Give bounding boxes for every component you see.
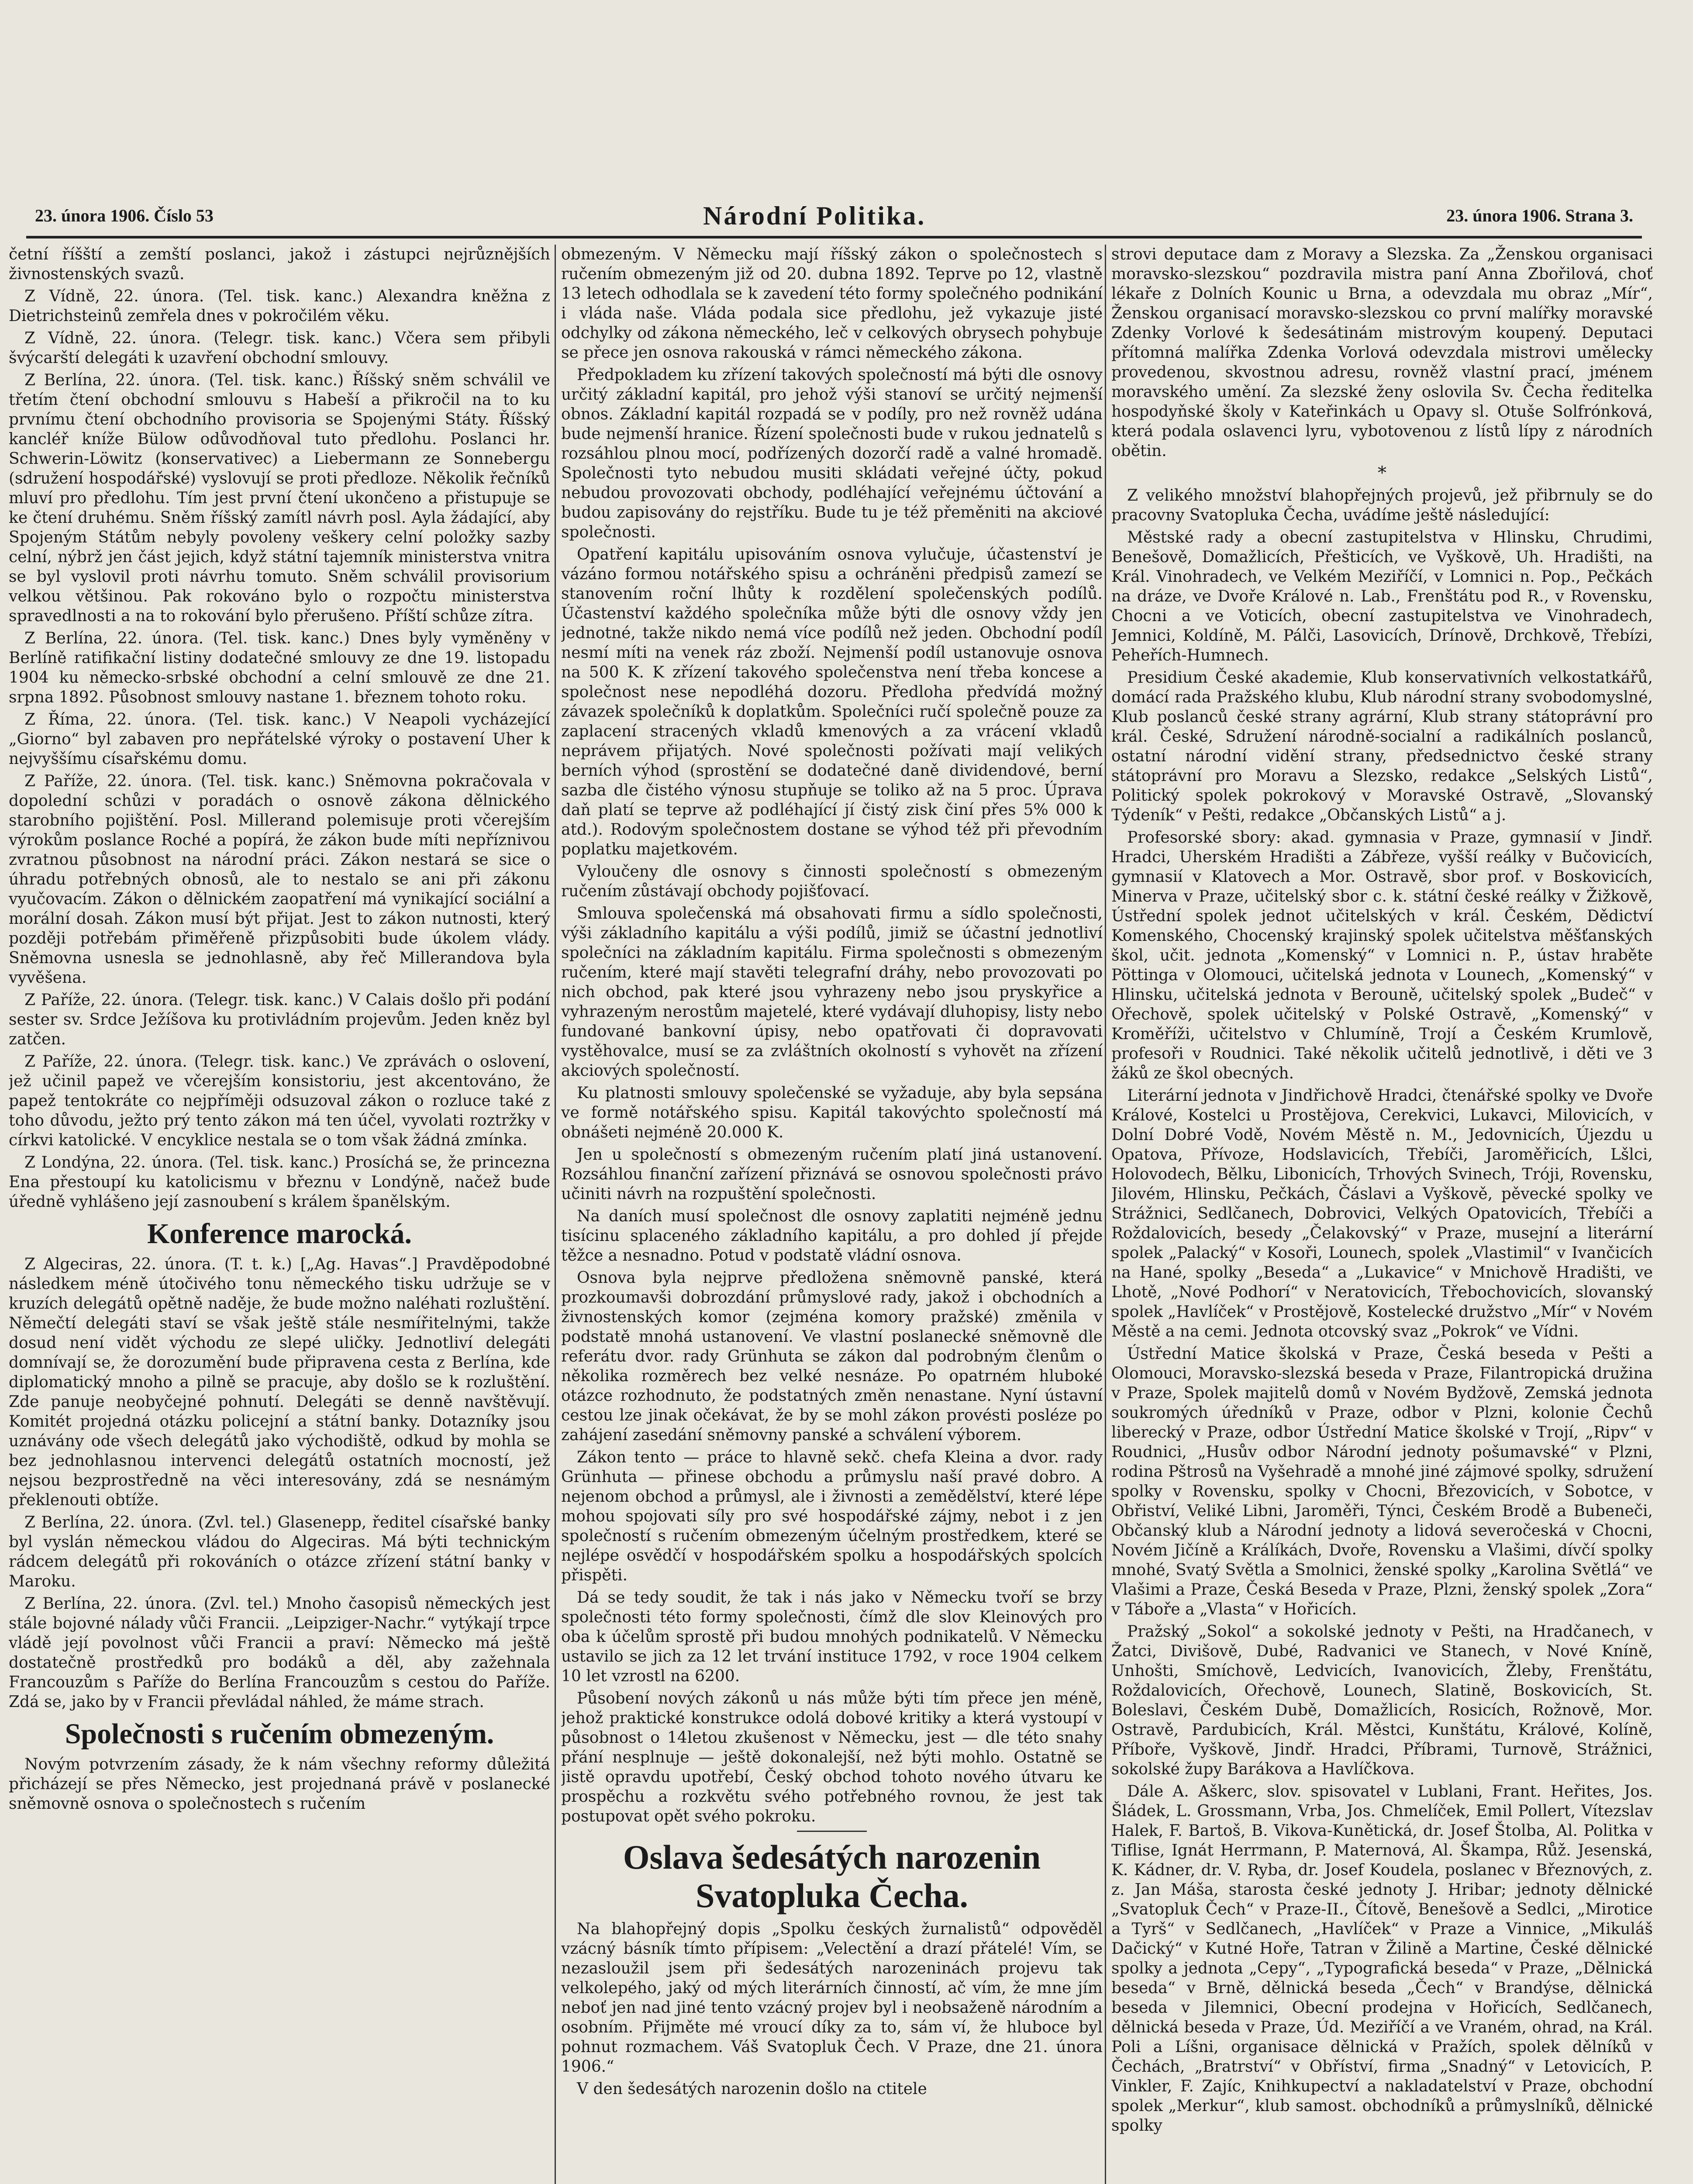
paragraph: Z Vídně, 22. února. (Tel. tisk. kanc.) Alexandra kněžna z Dietrichsteinů zemřela dnes v pokročilém věku. bbox=[9, 287, 550, 325]
paragraph: Působení nových zákonů u nás může býti tím přece jen méně, jehož praktické konstrukce odolá dobové kritiky a která vystoupí v působnost o 14letou zkušenost v Německu, jest — dle této snahy přání nesplnuje — ještě dokonalejší, než býti mohlo. Ostatně se jistě opravdu upotřebí, Český obchod tohoto nového útvaru ke prospěchu a rozkvětu svého potřebného rovnou, že jest tak postupovat opět svého pokroku. bbox=[561, 1690, 1103, 1825]
column-divider bbox=[555, 245, 556, 2184]
paragraph: Na blahopřejný dopis „Spolku českých žurnalistů“ odpověděl vzácný básník tímto přípisem: „Velectění a drazí přátelé! Vím, se nezasloužil jsem při šedesátých narozeninách projevu tak velkolepého, jaký od mých literárních činností, ač vím, že mne jím neboť jen nad jiné tento vzácný projev byl i neobsaženě národním a osobním. Přijměte mé vroucí díky za to, sám ví, že hluboce byl pohnut rozmachem. Váš Svatopluk Čech. V Praze, dne 21. února 1906.“ bbox=[561, 1920, 1103, 2076]
page-header bbox=[26, 201, 1642, 236]
paragraph: Z Paříže, 22. února. (Telegr. tisk. kanc.) Ve zprávách o oslovení, jež učinil papež ve včerejším konsistoriu, jest akcentováno, že papež tentokráte co nejpříměji odsuzoval zákon o rozluce také z toho důvodu, ježto prý tento zákon má ten účel, vyvolati roztržky v církvi katolické. V encyklice nestala se o tom však žádná zmínka. bbox=[9, 1053, 550, 1149]
paragraph: Předpokladem ku zřízení takových společností má býti dle osnovy určitý základní kapitál, pro jehož výši stanoví se určitý nejmenší obnos. Základní kapitál rozpadá se v podíly, pro než rovněž udána bude nejmenší hranice. Řízení společnosti bude v rukou jednatelů s rozsáhlou plnou mocí, podřízených dozorčí radě a valné hromadě. Společnosti tyto nebudou musiti skládati veřejné účty, pokud nebudou provozovati obchody, podléhající veřejnému účtování a budou zapisovány do rejstříku. Bude tu je též přeměniti na akciové společnosti. bbox=[561, 366, 1103, 541]
paragraph: Opatření kapitálu upisováním osnova vylučuje, účastenství je vázáno formou notářského spisu a ochráněni předpisů zamezí se stanovením roční lhůty k rozdělení společenských podílů. Účastenství každého společníka může býti dle osnovy vždy jen jednotné, takže nikdo nemá více podílů než jeden. Obchodní podíl nesmí míti na venek ráz zboží. Nejmenší podíl ustanovuje osnova na 500 K. K zřízení takového společenstva není třeba koncese a společnost nese nepodléhá dozoru. Předloha předvídá možný závazek společníků k doplatkům. Společníci ručí společně pouze za zaplacení stracených vkladů kmenových a za vrácení vkladů neprávem přijatých. Nové společnosti požívati mají velikých berních výhod (sprostění se dodatečné daně dividendové, berní sazba dle čistého výnosu stupňuje se toliko až na 5 proc. Úprava daň platí se teprve až podléhající jí čistý zisk činí přes 5% 000 k atd.). Rodovým společnostem dostane se výhod též při převodním poplatku majetkovém. bbox=[561, 546, 1103, 858]
paragraph: Pražský „Sokol“ a sokolské jednoty v Pešti, na Hradčanech, v Žatci, Divišově, Dubé, Radvanici ve Stanech, v Nové Kníně, Unhošti, Smíchově, Ledvicích, Ivanovicích, Žleby, Frenštátu, Roždalovicích, Ořechově, Lounech, Slatině, Boskovicích, St. Boleslavi, Českém Dubě, Domažlicích, Rosicích, Rožnově, Mor. Ostravě, Pardubicích, Král. Městci, Kunštátu, Králové, Kolíně, Příboře, Vyškově, Jindř. Hradci, Příbrami, Turnově, Strážnici, sokolské župy Barákova a Havlíčkova. bbox=[1111, 1623, 1653, 1778]
column-3 bbox=[1111, 245, 1653, 2184]
paragraph: Novým potvrzením zásady, že k nám všechny reformy důležitá přicházejí se přes Německo, jest projednaná právě v poslanecké sněmovně osnova o společnostech s ručením bbox=[9, 1755, 550, 1813]
column-1 bbox=[9, 245, 550, 2184]
paragraph: Profesorské sbory: akad. gymnasia v Praze, gymnasií v Jindř. Hradci, Uherském Hradišti a Zábřeze, vyšší reálky v Bučovicích, gymnasií v Klatovech a Mor. Ostravě, sbor prof. v Boskovicích, Minerva v Praze, učitelský sbor c. k. státní české reálky v Žižkově, Ústřední spolek jednot učitelských v král. Českém, Dědictví Komenského, Chocenský krajinský spolek učitelstva měšťanských škol, učit. jednota „Komenský“ v Lomnici n. P., ústav hraběte Pöttinga v Olomouci, učitelská jednota v Lounech, „Komenský“ v Hlinsku, učitelská jednota v Berouně, učitelský spolek „Budeč“ v Ořechově, spolek učitelský v Polské Ostravě, „Komenský“ v Kroměříži, učitelstvo v Chlumíně, Trojí a Českém Krumlově, profesoři v Roudnici. Také několik učitelů jednotlivě, i děti ve 3 žáků ze škol obecných. bbox=[1111, 829, 1653, 1082]
paragraph: Z velikého množství blahopřejných projevů, jež přibrnuly se do pracovny Svatopluka Čecha, uvádíme ještě následující: bbox=[1111, 487, 1653, 524]
paragraph: Z Londýna, 22. února. (Tel. tisk. kanc.) Prosíchá se, že princezna Ena přestoupí ku katolicismu v březnu v Londýně, načež bude úředně vyhlášeno její zasnoubení s králem španělským. bbox=[9, 1154, 550, 1211]
paragraph: Z Vídně, 22. února. (Telegr. tisk. kanc.) Včera sem přibyli švýcarští delegáti k uzavření obchodní smlouvy. bbox=[9, 329, 550, 367]
paragraph: Z Paříže, 22. února. (Telegr. tisk. kanc.) V Calais došlo při podání sester sv. Srdce Ježíšova ku protivládním projevům. Jeden kněz byl zatčen. bbox=[9, 991, 550, 1048]
masthead-title: Národní Politika. bbox=[703, 201, 926, 230]
paragraph: Jen u společností s obmezeným ručením platí jiná ustanovení. Rozsáhlou finanční zařízení přiznává se osnovou společnosti právo učiniti návrh na rozpuštění společnosti. bbox=[561, 1146, 1103, 1203]
paragraph: Presidium České akademie, Klub konservativních velkostatkářů, domácí rada Pražského klubu, Klub národní strany svobodomyslné, Klub poslanců české strany agrární, Klub strany státoprávní pro král. České, Sdružení národně-socialní a radikálních poslanců, ostatní národní vidění strany, předsednictvo české strany státoprávní pro Moravu a Slezsko, redakce „Selských Listů“, Politický spolek pokrokový v Moravské Ostravě, „Slovanský Týdeník“ v Pešti, redakce „Občanských Listů“ a j. bbox=[1111, 669, 1653, 824]
paragraph: Vyloučeny dle osnovy s činnosti společností s obmezeným ručením zůstávají obchody pojišťovací. bbox=[561, 863, 1103, 900]
column-2 bbox=[561, 245, 1103, 2184]
paragraph: Z Paříže, 22. února. (Tel. tisk. kanc.) Sněmovna pokračovala v dopolední schůzi v poradách o osnově zákona dělnického starobního pojištění. Posl. Millerand polemisuje proti včerejším výrokům poslance Roché a popírá, že zákon bude míti nepříznivou zvratnou působnost na národní práci. Zákon nestará se sice o úhradu potřebných obnosů, ale to nestalo se ani při zákonu vyučovacím. Zákon o dělnickém zaopatření má vynikající sociální a morální dosah. Zákon musí být přijat. Jest to zákon nutnosti, který později potřebám přiměřeně přizpůsobiti bude úkolem vlády. Sněmovna usnesla se jednohlasně, aby řeč Millerandova byla vyvěšena. bbox=[9, 772, 550, 987]
section-heading: Konference marocká. bbox=[147, 1218, 412, 1250]
paragraph: Z Berlína, 22. února. (Zvl. tel.) Mnoho časopisů německých jest stále bojovné nálady vůči Francii. „Leipziger-Nachr.“ vytýkají trpce vládě její povolnost vůči Francii a praví: Německo má ještě dostatečně prostředků pro bodáků a děl, aby zažehnala Francouzům s Paříže do Berlína Francouzům s cestou do Paříže. Zdá se, jako by v Francii převládal náhled, že máme strach. bbox=[9, 1595, 550, 1711]
paragraph: Dále A. Aškerc, slov. spisovatel v Lublani, Frant. Heřites, Jos. Šládek, L. Grossmann, Vrba, Jos. Chmelíček, Emil Pollert, Vítezslav Halek, F. Bartoš, B. Vikova-Kunětická, dr. Josef Štolba, Al. Politka v Tiflise, Ignát Herrmann, P. Maternová, Al. Škampa, Růž. Jesenská, K. Kádner, dr. V. Ryba, dr. Josef Koudela, poslanec v Březnových, z. z. Jan Máša, starosta české jednoty J. Hribar; jednoty dělnické „Svatopluk Čech“ v Praze-II., Čítově, Benešově a Sedlci, „Mirotice a Tyrš“ v Sedlčanech, „Havlíček“ v Praze a Vinnice, „Mikuláš Dačický“ v Kutné Hoře, Tatran v Žilině a Martine, České dělnické spolky a jednota „Cepy“, „Typografická beseda“ v Praze, „Dělnická beseda“ v Brně, dělnická beseda „Čech“ v Brandýse, dělnická beseda v Jilemnici, Obecní prodejna v Hořicích, Sedlčanech, dělnická beseda v Praze, Úd. Meziříčí a ve Vraném, ohrad, na Král. Poli a Líšni, organisace dělnická v Pražích, spolek dělníků v Čechách, „Bratrství“ v Obříství, firma „Snadný“ v Letovicích, P. Vinkler, F. Zajíc, Knihkupectví a nakladatelství v Praze, obchodní spolek „Merkur“, klub samost. obchodníků a průmyslníků, dělnické spolky bbox=[1111, 1783, 1653, 2135]
paragraph: Z Berlína, 22. února. (Tel. tisk. kanc.) Dnes byly vyměněny v Berlíně ratifikační listiny dodatečné smlouvy ze dne 19. listopadu 1904 ku německo-srbské obchodní a celní smlouvě ze dne 21. srpna 1892. Působnost smlouvy nastane 1. březnem tohoto roku. bbox=[9, 629, 550, 706]
paragraph: Z Berlína, 22. února. (Zvl. tel.) Glasenepp, ředitel císařské banky byl vyslán německou vládou do Algeciras. Má býti technickým rádcem delegátů při rokováních o otázce zřízení státní banky v Maroku. bbox=[9, 1514, 550, 1590]
paragraph: Městské rady a obecní zastupitelstva v Hlinsku, Chrudimi, Benešově, Domažlicích, Přešticích, ve Vyškově, Uh. Hradišti, na Král. Vinohradech, ve Velkém Meziříčí, v Lomnici n. Pop., Pečkách na dráze, ve Dvoře Králové n. Lab., Frenštátu pod R., v Rovensku, Chocni a ve Voticích, obecní zastupitelstva ve Vinohradech, Jemnici, Koldíně, M. Pálči, Lasovicích, Drínově, Drchkově, Třebízi, Peheřích-Humnech. bbox=[1111, 529, 1653, 664]
paragraph: Z Říma, 22. února. (Tel. tisk. kanc.) V Neapoli vycházející „Giorno“ byl zabaven pro nepřátelské výroky o postavení Uher k nejvyššímu císařskému domu. bbox=[9, 711, 550, 768]
paragraph: četní říšští a zemští poslanci, jakož i zástupci nejrůznějších živnostenských svazů. bbox=[9, 245, 550, 283]
paragraph: Z Berlína, 22. února. (Tel. tisk. kanc.) Říšský sněm schválil ve třetím čtení obchodní smlouvu s Habeší a přikročil na to ku prvnímu čtení obchodního provisoria se Spojenými Státy. Říšský kancléř kníže Bülow odůvodňoval tuto předlohu. Poslanci hr. Schwerin-Löwitz (konservativec) a Liebermann ze Sonnebergu (sdružení hospodářské) vyslovují se proti předloze. Několik řečníků mluví pro předlohu. Tím jest první čtení ukončeno a přistupuje se ke čtení druhému. Sněm říšský zamítl návrh posl. Ayla žádající, aby Spojeným Státům nebyly povoleny veškery celní položky sazby celní, nýbrž jen část jejich, když státní tajemník ministerstva vnitra se byl vyslovil proti návrhu tomuto. Sněm schválil provisorium velkou většinou. Pak rokováno bylo o rozpočtu ministerstva spravedlnosti a na to rokování bylo přerušeno. Příští schůze zítra. bbox=[9, 371, 550, 625]
paragraph: Zákon tento — práce to hlavně sekč. chefa Kleina a dvor. rady Grünhuta — přinese obchodu a průmyslu naší pravé dobro. A nejenom obchod a průmysl, ale i živnosti a zemědělství, které lépe mohou spojovati síly pro své hospodářské zájmy, nebot i z jen společností s ručením obmezeným účelným prostředkem, které se nejlépe osvědčí v hospodářském spolku a hospodářských spolcích přispěti. bbox=[561, 1448, 1103, 1584]
paragraph: Dá se tedy soudit, že tak i nás jako v Německu tvoří se brzy společnosti této formy společnosti, čímž dle slov Kleinových pro oba k účelům sprostě při budou mnohých podnikatelů. V Německu ustavilo se jich za 12 let trvání instituce 1792, v roce 1904 celkem 10 let vzrostl na 6200. bbox=[561, 1589, 1103, 1685]
paragraph: obmezeným. V Německu mají říšský zákon o společnostech s ručením obmezeným již od 20. dubna 1892. Teprve po 12, vlastně 13 letech odhodlala se k zavedení této formy společného podnikání i vláda naše. Vláda podala sice předlohu, jež vykazuje jisté odchylky od zákona německého, leč v celkových obrysech pohybuje se přece jen osnova rakouská v rámci německého zákona. bbox=[561, 245, 1103, 362]
paragraph: Ústřední Matice školská v Praze, Česká beseda v Pešti a Olomouci, Moravsko-slezská beseda v Praze, Filantropická družina v Praze, Spolek majitelů domů v Novém Bydžově, Zemská jednota soukromých úředníků v Praze, odbor v Plzni, kolonie Čechů liberecký v Praze, odbor Ústřední Matice školské v Trojí, „Ripv“ v Roudnici, „Husův odbor Národní jednoty pošumavské“ v Plzni, rodina Pštrosů na Vyšehradě a mnohé jiné zájmové spolky, sdružení spolky v Rovensku, spolky v Chocni, Březovicích, v Sobotce, v Obřiství, Veliké Libni, Jaroměři, Týnci, Českém Brodě a Bubeneči, Občanský klub a Národní jednoty a lidová severočeská v Chocni, Novém Jičíně a Králíkách, Dvoře, Rovensku a Vlašimi, dívčí spolky mnohé, Svatý Světla a Smolnici, ženské spolky „Karolina Světlá“ ve Vlašimi a Praze, Česká Beseda v Praze, Plzni, ženský spolek „Zora“ v Táboře a „Vlasta“ v Hořicích. bbox=[1111, 1345, 1653, 1618]
section-divider bbox=[797, 1831, 867, 1832]
paragraph: strovi deputace dam z Moravy a Slezska. Za „Ženskou organisaci moravsko-slezskou“ pozdravila mistra paní Anna Zbořilová, choť lékaře z Dolních Kounic u Brna, a odevzdala mu obraz „Mír“, Ženskou organisací moravsko-slezskou co první malířky moravské Zdenky Vorlové k šedesátinám mistrovým koupený. Deputaci přítomná malířka Zdenka Vorlová odevzdala mistrovi umělecky provedenou, skvostnou adresu, rovněž vlastní prací, jménem moravského umění. Za slezské ženy oslovila Sv. Čecha ředitelka hospodyňské školy v Kateřinkách u Opavy sl. Otuše Solfrónková, která podala oslavenci lyru, vybotovenou z lístů lípy z národních obětin. bbox=[1111, 245, 1653, 460]
asterism: * bbox=[1378, 463, 1386, 483]
page-date-number: 23. února 1906. Strana 3. bbox=[1446, 206, 1633, 225]
section-heading: Společnosti s ručením obmezeným. bbox=[65, 1718, 494, 1750]
issue-date-number: 23. února 1906. Číslo 53 bbox=[35, 206, 214, 225]
column-divider bbox=[1105, 245, 1106, 2184]
paragraph: Na daních musí společnost dle osnovy zaplatiti nejméně jednu tisícinu splaceného základního kapitálu, a pro dohled jí přejde těžce a nesnadno. Potud v podstatě vládní osnova. bbox=[561, 1207, 1103, 1265]
paragraph: Osnova byla nejprve předložena sněmovně panské, která prozkoumavši dobrozdání průmyslové rady, jakož i obchodních a živnostenských komor (zejména komory pražské) změnila v podstatě mnohá ustanovení. Ve vlastní poslanecké sněmovně dle referátu dvor. rady Grünhuta se zákon dal podrobným členům o několika rozměrech bez velké nesnáze. Po opatrném hluboké otázce rozhodnuto, že podstatných změn nenastane. Nyní ústavní cestou lze jinak očekávat, že by se mohl zákon provésti posléze po zahájení zasedání sněmovny panské a schválení výborem. bbox=[561, 1269, 1103, 1444]
header-rule bbox=[26, 236, 1642, 238]
paragraph: Literární jednota v Jindřichově Hradci, čtenářské spolky ve Dvoře Králové, Kostelci u Prostějova, Cerekvici, Lukavci, Milovicích, v Dolní Dobré Vodě, Novém Městě n. M., Jedovnicích, Újezdu u Opatova, Přívoze, Hodslavicích, Třebíči, Jaroměřicích, Lšlci, Holovodech, Bělku, Libonicích, Trhových Svinech, Tróji, Rovensku, Jilovém, Hlinsku, Pečkách, Čáslavi a Vyškově, pěvecké spolky ve Strážnici, Sedlčanech, Dobrovici, Velkých Opatovicích, Třebíči a Roždalovicích, besedy „Čelakovský“ v Praze, musejní a literární spolek „Palacký“ v Kosoři, Lounech, spolek „Vlastimil“ v Ivančicích na Hané, spolky „Beseda“ a „Lukavice“ v Mnichově Hradišti, ve Lhotě, „Nové Podhorí“ v Neratovicích, Třebochovicích, slovanský spolek „Havlíček“ v Prostějově, Kostelecké družstvo „Mír“ v Novém Městě a na cemi. Jednota otcovský svaz „Pokrok“ ve Vídni. bbox=[1111, 1087, 1653, 1341]
paragraph: Ku platnosti smlouvy společenské se vyžaduje, aby byla sepsána ve formě notářského spisu. Kapitál takovýchto společností má obnášeti nejméně 20.000 K. bbox=[561, 1084, 1103, 1141]
paragraph: Z Algeciras, 22. února. (T. t. k.) [„Ag. Havas“.] Pravděpodobné následkem méně útočivého tonu německého tisku udržuje se v kruzích delegátů opětně naděje, že bude možno naléhati rozluštění. Němečtí delegáti staví se však ještě stále nesmířitelnými, takže dosud není vidět východu ze slepé uličky. Jednotliví delegáti domnívají se, že dorozumění bude připravena cesta z Berlína, kde diplomatický mnoho a pilně se pracuje, aby došlo se k rozluštění. Zde panuje neobyčejné pohnutí. Delegáti se denně navštěvují. Komitét projedná otázku policejní a státní banky. Dotazníky jsou uznávány ode všech delegátů jako východiště, odkud by mohla se bez jednohlasnou intervenci delegátů ostatních mocností, jež nejsou bezprostředně na věci interesovány, zdá se nesnámým překlenouti obtíže. bbox=[9, 1255, 550, 1509]
paragraph: V den šedesátých narozenin došlo na ctitele bbox=[577, 2080, 927, 2098]
paragraph: Smlouva společenská má obsahovati firmu a sídlo společnosti, výši základního kapitálu a výši podílů, jimiž se účastní jednotliví společníci na základním kapitálu. Firma společnosti s obmezeným ručením, které mají stavěti telegrafní dráhy, nebo provozovati po nich obchod, pak které jsou vyhrazeny nebo jsou pryskyřice a vyhrazeným nerostům majetelé, které vydávají dluhopisy, listy nebo fundované bankovní úpisy, nebo opatřovati či dopravovati vystěhovalce, musí se za zvláštních okolností s vyhovět na zřízení akciových společností. bbox=[561, 905, 1103, 1080]
section-heading: Oslava šedesátých narozenin Svatopluka Čecha. bbox=[623, 1838, 1041, 1914]
